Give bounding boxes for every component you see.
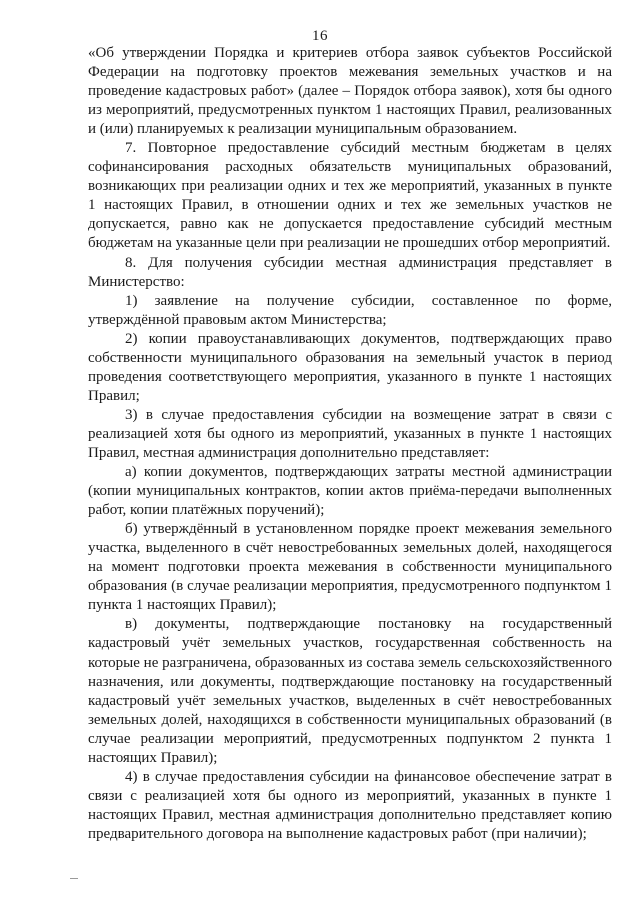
paragraph-intro-continuation: «Об утверждении Порядка и критериев отбора заявок субъектов Российской Федерации на подготовку проектов межевания земельных участков и на проведение кадастровых работ» (далее – Порядок отбора заявок), хотя бы одного из мероприятий, предусмотренных пунктом 1 настоящих Правил, реализованных и (или) планируемых к реализации муниципальным образованием.: [88, 45, 612, 138]
list-item-3: 3) в случае предоставления субсидии на возмещение затрат в связи с реализацией хотя бы одного из мероприятий, указанных в пункте 1 настоящих Правил, местная администрация дополнительно представляет:: [88, 406, 612, 461]
list-item-2: 2) копии правоустанавливающих документов, подтверждающих право собственности муниципального образования на земельный участок в период проведения соответствующего мероприятия, указанного в пункте 1 настоящих Правил;: [88, 330, 612, 404]
page-number: 16: [312, 28, 328, 44]
paragraph-7: 7. Повторное предоставление субсидий местным бюджетам в целях софинансирования расходных обязательств муниципальных образований, возникающих при реализации одних и тех же мероприятий, указанных в пункте 1 настоящих Правил, в отношении одних и тех же земельных участков не допускается, равно как не допускается предоставление субсидий местным бюджетам на указанные цели при реализации не прошедших отбор мероприятий.: [88, 140, 612, 252]
list-item-1: 1) заявление на получение субсидии, составленное по форме, утверждённой правовым актом Министерства;: [88, 292, 612, 328]
document-body: [88, 44, 612, 844]
list-item-4: 4) в случае предоставления субсидии на финансовое обеспечение затрат в связи с реализацией хотя бы одного из мероприятий, указанных в пункте 1 настоящих Правил, местная администрация дополнительно представляет копию предварительного договора на выполнение кадастровых работ (при наличии);: [88, 768, 612, 842]
scan-edge-mark: [70, 878, 78, 879]
sub-item-v: в) документы, подтверждающие постановку на государственный кадастровый учёт земельных участков, государственная собственность на которые не разграничена, образованных из состава земель сельскохозяйственного назначения, или документы, подтверждающие постановку на государственный кадастровый учёт земельных участков, выделенных в счёт невостребованных земельных долей, находящихся в собственности муниципальных образований (в случае реализации мероприятий, предусмотренных подпунктом 2 пункта 1 настоящих Правил);: [88, 616, 612, 766]
sub-item-b: б) утверждённый в установленном порядке проект межевания земельного участка, выделенного в счёт невостребованных земельных долей, находящегося на момент подготовки проекта межевания в собственности муниципального образования (в случае реализации мероприятия, предусмотренного подпунктом 1 пункта 1 настоящих Правил);: [88, 521, 612, 614]
sub-item-a: а) копии документов, подтверждающих затраты местной администрации (копии муниципальных контрактов, копии актов приёма-передачи выполненных работ, копии платёжных поручений);: [88, 464, 612, 519]
paragraph-8: 8. Для получения субсидии местная администрация представляет в Министерство:: [88, 254, 612, 290]
